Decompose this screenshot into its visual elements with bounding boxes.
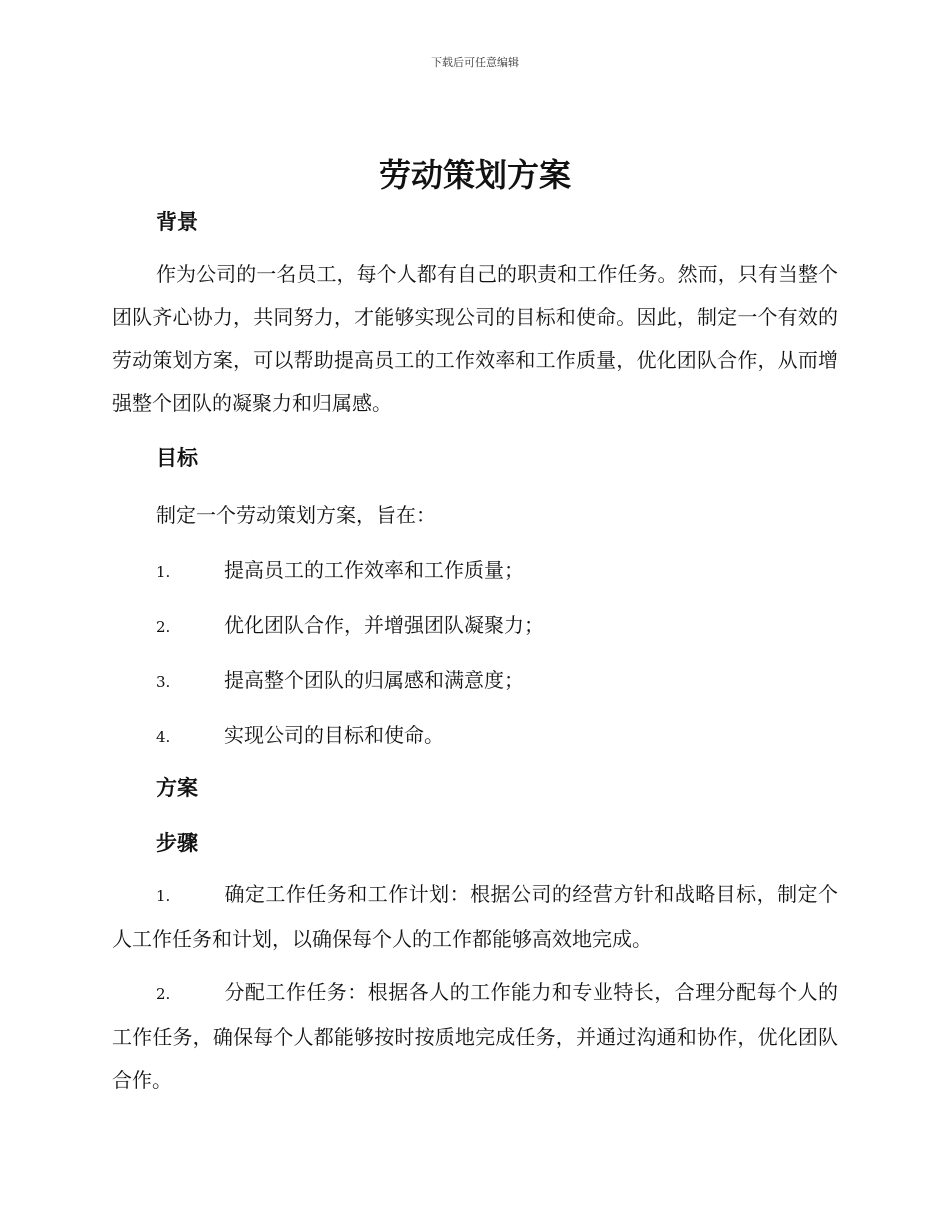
step-item-number: 2. [156, 985, 171, 1003]
goal-item [156, 609, 544, 638]
step-item-text: 分配工作任务：根据各人的工作能力和专业特长，合理分配每个人的工作任务，确保每个人都能够按时按质地完成任务，并通过沟通和协作，优化团队合作。 [112, 980, 838, 1092]
step-item-number: 1. [156, 887, 171, 905]
goal-item-number: 1. [156, 563, 171, 581]
heading-background: 背景 [156, 210, 198, 234]
goal-item-text: 实现公司的目标和使命。 [224, 723, 444, 747]
heading-plan: 方案 [156, 776, 198, 800]
header-note: 下载后可任意编辑 [431, 56, 519, 69]
step-item-text: 确定工作任务和工作计划：根据公司的经营方针和战略目标，制定个人工作任务和计划，以确保每个人的工作都能够高效地完成。 [112, 882, 838, 951]
goal-item [156, 664, 524, 693]
goal-item-text: 优化团队合作，并增强团队凝聚力； [224, 613, 544, 637]
goal-item [156, 719, 444, 748]
step-item [112, 873, 838, 961]
goal-item-number: 4. [156, 728, 171, 746]
background-paragraph: 作为公司的一名员工，每个人都有自己的职责和工作任务。然而，只有当整个团队齐心协力，共同努力，才能够实现公司的目标和使命。因此，制定一个有效的劳动策划方案，可以帮助提高员工的工作效率和工作质量，优化团队合作，从而增强整个团队的凝聚力和归属感。 [112, 262, 838, 415]
goal-item [156, 554, 524, 583]
goal-item-text: 提高员工的工作效率和工作质量； [224, 558, 524, 582]
document-title: 劳动策划方案 [378, 156, 571, 194]
goal-item-text: 提高整个团队的归属感和满意度； [224, 668, 524, 692]
goal-item-number: 3. [156, 673, 171, 691]
goal-item-number: 2. [156, 618, 171, 636]
heading-goals: 目标 [156, 446, 198, 470]
heading-steps: 步骤 [156, 831, 198, 855]
goals-intro: 制定一个劳动策划方案，旨在： [156, 503, 436, 527]
step-item [112, 971, 838, 1102]
